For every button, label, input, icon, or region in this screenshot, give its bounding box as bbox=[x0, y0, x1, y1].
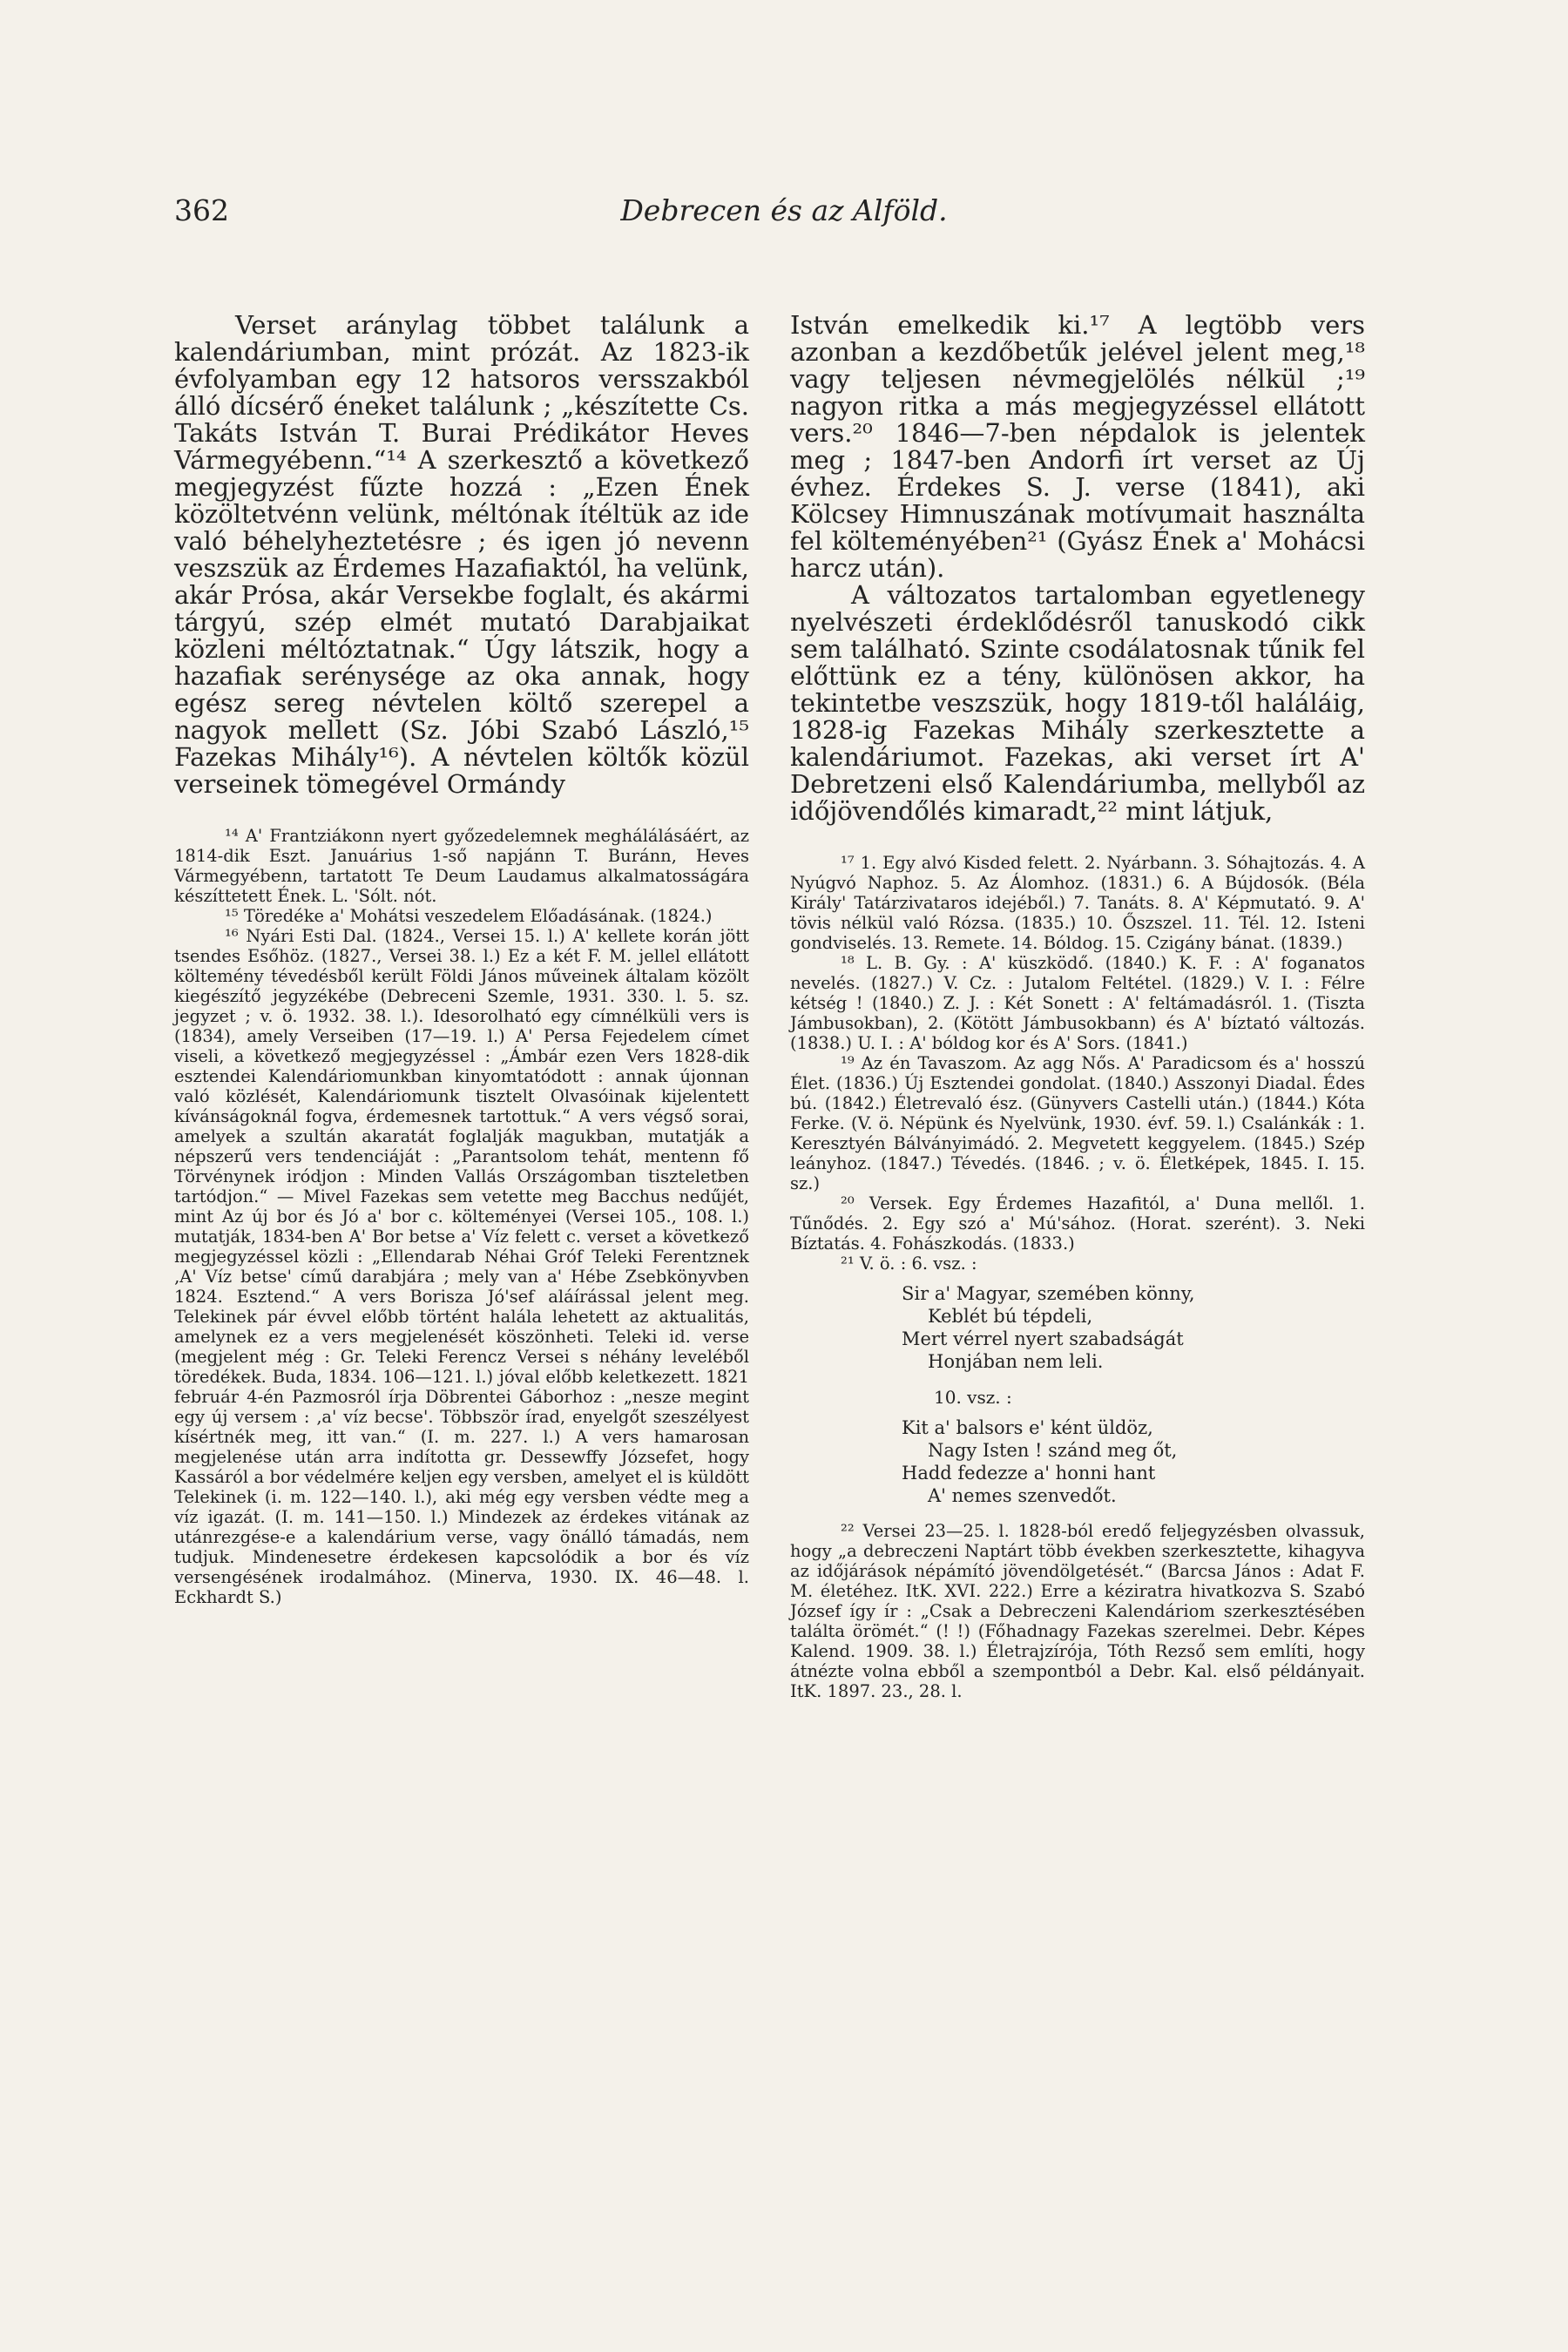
footnote-14: ¹⁴ A' Frantziákonn nyert győzedelemnek meghálálásáért, az 1814-dik Eszt. Januárius 1-ső napjánn T. Buránn, Heves Vármegyébenn, tartatott Te Deum Laudamus alkalmatosságára készíttetett Ének. L. 'Sólt. nót. bbox=[174, 826, 749, 906]
footnote-21: ²¹ V. ö. : 6. vsz. : bbox=[841, 1254, 977, 1274]
poem-line: Nagy Isten ! szánd meg őt, bbox=[928, 1440, 1178, 1461]
footnotes-left bbox=[174, 826, 749, 1607]
poem-line: A' nemes szenvedőt. bbox=[928, 1485, 1117, 1506]
footnotes-right bbox=[790, 853, 1365, 1701]
footnote-19: ¹⁹ Az én Tavaszom. Az agg Nős. A' Paradicsom és a' hosszú Élet. (1836.) Új Esztendei gondolat. (1840.) Asszonyi Diadal. Édes bú. (1842.) Életrevaló ész. (Günyvers Castelli után.) (1844.) Kóta Ferke. (V. ö. Népünk és Nyelvünk, 1930. évf. 59. l.) Csalánkák : 1. Keresztyén Bálványimádó. 2. Megvetett keggyelem. (1845.) Szép leányhoz. (1847.) Tévedés. (1846. ; v. ö. Életképek, 1845. I. 15. sz.) bbox=[790, 1053, 1365, 1193]
running-title: Debrecen és az Alföld. bbox=[620, 193, 948, 227]
body-paragraph: Verset aránylag többet találunk a kalendáriumban, mint prózát. Az 1823-ik évfolyamban egy 12 hatsoros versszakból álló dícsérő éneket találunk ; „készítette Cs. Takáts István T. Burai Prédikátor Heves Vármegyébenn.“¹⁴ A szerkesztő a következő megjegyzést fűzte hozzá : „Ezen Ének közöltetvénn velünk, méltónak ítéltük az ide való béhelyheztetésre ; és igen jó nevenn veszszük az Érdemes Hazafiaktól, ha velünk, akár Prósa, akár Versekbe foglalt, és akármi tárgyú, szép elmét mutató Darabjaikat közleni méltóztatnak.“ Úgy látszik, hogy a hazafiak serénysége az oka annak, hogy egész sereg névtelen költő szerepel a nagyok mellett (Sz. Jóbi Szabó László,¹⁵ Fazekas Mihály¹⁶). A névtelen költők közül verseinek tömegével Ormándy bbox=[174, 310, 749, 799]
poem-line: Keblét bú tépdeli, bbox=[928, 1306, 1093, 1327]
footnote-18: ¹⁸ L. B. Gy. : A' küszködő. (1840.) K. F. : A' foganatos nevelés. (1827.) V. Cz. : Jutalom Feltétel. (1829.) V. I. : Félre kétség ! (1840.) Z. J. : Két Sonett : A' feltámadásról. 1. (Tiszta Jámbusokban), 2. (Kötött Jámbusokbann) és A' bíztató változás. (1838.) U. I. : A' bóldog kor és A' Sors. (1841.) bbox=[790, 953, 1365, 1053]
body-paragraph: A változatos tartalomban egyetlenegy nyelvészeti érdeklődésről tanuskodó cikk sem található. Szinte csodálatosnak tűnik fel előttünk ez a tény, különösen akkor, ha tekintetbe veszszük, hogy 1819-től haláláig, 1828-ig Fazekas Mihály szerkesztette a kalendáriumot. Fazekas, aki verset írt A' Debretzeni első Kalendáriumba, mellyből az időjövendőlés kimaradt,²² mint látjuk, bbox=[790, 580, 1365, 826]
left-column bbox=[174, 312, 749, 1607]
poem-line: Honjában nem leli. bbox=[928, 1351, 1104, 1372]
body-paragraph: István emelkedik ki.¹⁷ A legtöbb vers azonban a kezdőbetűk jelével jelent meg,¹⁸ vagy teljesen névmegjelölés nélkül ;¹⁹ nagyon ritka a más megjegyzéssel ellátott vers.²⁰ 1846—7-ben népdalok is jelentek meg ; 1847-ben Andorfi írt verset az Új évhez. Érdekes S. J. verse (1841), aki Kölcsey Himnuszának motívumait használta fel költeményében²¹ (Gyász Ének a' Mohácsi harcz után). bbox=[790, 310, 1365, 583]
poem-line: Mert vérrel nyert szabadságát bbox=[902, 1328, 1184, 1349]
right-column bbox=[790, 312, 1365, 1701]
stanza-label: 10. vsz. : bbox=[934, 1387, 1012, 1408]
poem-line: Hadd fedezze a' honni hant bbox=[902, 1463, 1156, 1484]
footnote-22: ²² Versei 23—25. l. 1828-ból eredő feljegyzésben olvassuk, hogy „a debreczeni Naptárt több években szerkesztette, kihagyva az időjárások népámító jövendölgetését.“ (Barcsa János : Adat F. M. életéhez. ItK. XVI. 222.) Erre a kéziratra hivatkozva S. Szabó József így ír : „Csak a Debreczeni Kalendáriom szerkesztésében találta örömét.“ (! !) (Főhadnagy Fazekas szerelmei. Debr. Képes Kalend. 1909. 38. l.) Életrajzírója, Tóth Rezső sem említi, hogy átnézte volna ebből a szempontból a Debr. Kal. első példányait. ItK. 1897. 23., 28. l. bbox=[790, 1521, 1365, 1701]
footnote-16: ¹⁶ Nyári Esti Dal. (1824., Versei 15. l.) A' kellete korán jött tsendes Esőhöz. (1827., Versei 38. l.) Ez a két F. M. jellel ellátott költemény tévedésből került Földi János műveinek általam közölt kiegészítő jegyzékébe (Debreceni Szemle, 1931. 330. l. 5. sz. jegyzet ; v. ö. 1932. 38. l.). Idesorolható egy címnélküli vers is (1834), amely Verseiben (17—19. l.) A' Persa Fejedelem címet viseli, a következő megjegyzéssel : „Ámbár ezen Vers 1828-dik esztendei Kalendáriomunkban kinyomtatódott : annak újonnan való közlését, Kalendáriomunk tisztelt Olvasóinak kijelentett kívánságoknál fogva, érdemesnek tartottuk.“ A vers végső sorai, amelyek a szultán akaratát foglalják magukban, mutatják a népszerű vers tendenciáját : „Parantsolom tehát, mentenn fő Törvénynek iródjon : Minden Vallás Országomban tiszteletben tartódjon.“ — Mivel Fazekas sem vetette meg Bacchus nedűjét, mint Az új bor és Jó a' bor c. költeményei (Versei 105., 108. l.) mutatják, 1834-ben A' Bor betse a' Víz felett c. verset a következő megjegyzéssel közli : „Ellendarab Néhai Gróf Teleki Ferentznek ‚A' Víz betse' című darabjára ; mely van a' Hébe Zsebkönyvben 1824. Esztend.“ A vers Borisza Jó'sef aláírással jelent meg. Telekinek pár évvel előbb történt halála lehetett az aktualitás, amelynek ez a vers megjelenését köszönheti. Teleki id. verse (megjelent még : Gr. Teleki Ferencz Versei s néhány leveléből töredékek. Buda, 1834. 106—121. l.) jóval előbb keletkezett. 1821 február 4-én Pazmosról írja Döbrentei Gáborhoz : „nesze megint egy új versem : ‚a' víz becse'. Többször írad, enyelgőt szeszélyest kísértnék meg, itt van.“ (I. m. 227. l.) A vers hamarosan megjelenése után arra indította gr. Dessewffy Józsefet, hogy Kassáról a bor védelmére keljen egy versben, amelyet el is küldött Telekinek (i. m. 122—140. l.), aki még egy versben védte meg a víz igazát. (I. m. 141—150. l.) Mindezek az érdekes vitának az utánrezgése-e a kalendárium verse, vagy önálló támadás, nem tudjuk. Mindenesetre érdekesen kapcsolódik a bor és víz versengésének irodalmához. (Minerva, 1930. IX. 46—48. l. Eckhardt S.) bbox=[174, 926, 749, 1607]
page-header bbox=[174, 193, 1394, 228]
poem-stanza-6 bbox=[902, 1282, 1365, 1373]
poem-line: Kit a' balsors e' ként üldöz, bbox=[902, 1417, 1153, 1438]
footnote-17: ¹⁷ 1. Egy alvó Kisded felett. 2. Nyárbann. 3. Sóhajtozás. 4. A Nyúgvó Naphoz. 5. Az Álomhoz. (1831.) 6. A Bújdosók. (Béla Király' Tatárzivataros idejéből.) 7. Tanáts. 8. A' Képmutató. 9. A' tövis nélkül való Rózsa. (1835.) 10. Őszszel. 11. Tél. 12. Isteni gondviselés. 13. Remete. 14. Bóldog. 15. Czigány bánat. (1839.) bbox=[790, 853, 1365, 953]
footnote-20: ²⁰ Versek. Egy Érdemes Hazafitól, a' Duna mellől. 1. Tűnődés. 2. Egy szó a' Mú'sához. (Horat. szerént). 3. Neki Bíztatás. 4. Fohászkodás. (1833.) bbox=[790, 1193, 1365, 1254]
page-number: 362 bbox=[174, 193, 229, 227]
poem-line: Sir a' Magyar, szemében könny, bbox=[902, 1283, 1195, 1304]
footnote-15: ¹⁵ Töredéke a' Mohátsi veszedelem Előadásának. (1824.) bbox=[225, 906, 713, 926]
poem-stanza-10 bbox=[902, 1416, 1365, 1507]
